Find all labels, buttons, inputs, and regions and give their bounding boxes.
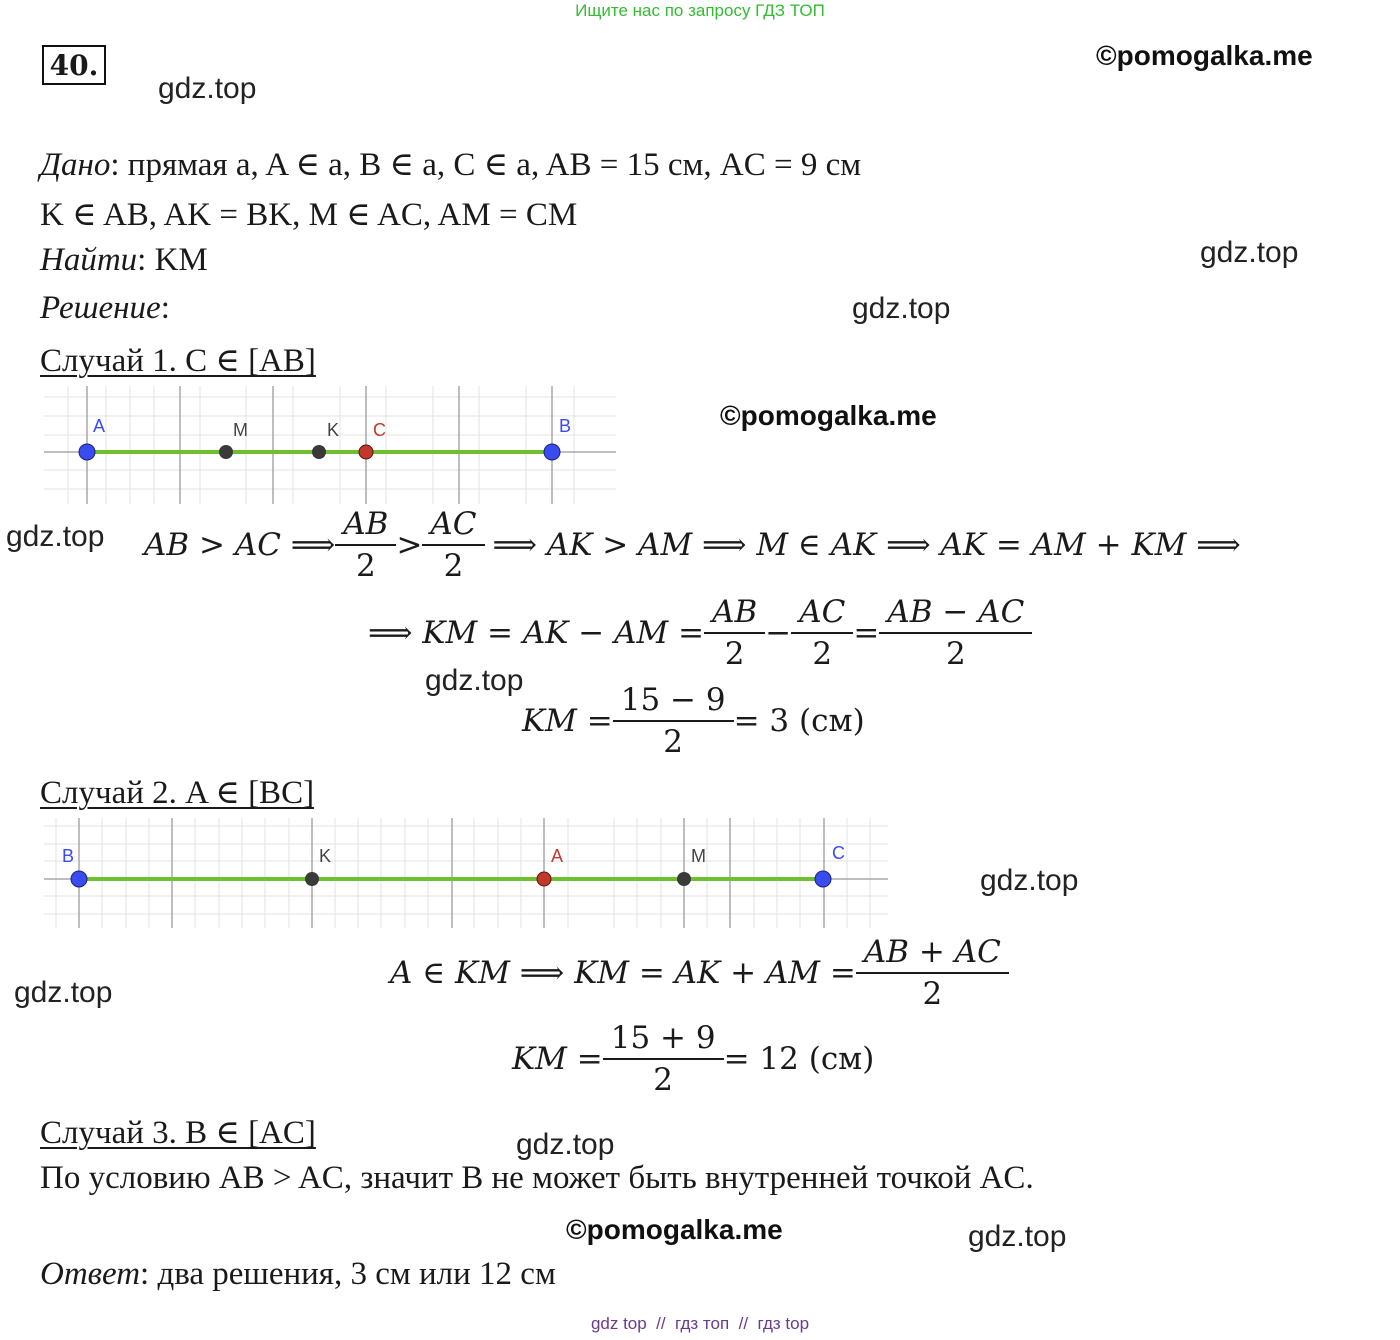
fraction: $\frac{AB + AC}{2}$ xyxy=(860,934,1005,1012)
calc-lhs: KM = xyxy=(522,703,613,739)
watermark-gdz: gdz.top xyxy=(516,1128,615,1161)
label-k: K xyxy=(327,420,340,440)
chain-part-1: AB > AC ⟹ xyxy=(144,527,336,563)
point-k xyxy=(305,872,319,886)
answer-label: Ответ xyxy=(40,1256,141,1292)
calc-rhs: = 3 (см) xyxy=(733,703,865,739)
fraction: $\frac{15 + 9}{2}$ xyxy=(607,1020,720,1098)
fraction: $\frac{AC}{2}$ xyxy=(426,506,480,584)
given-text: : прямая a, A ∈ a, B ∈ a, C ∈ a, AB = 15 см, AC = 9 см xyxy=(110,147,862,183)
point-c xyxy=(815,871,831,887)
point-a xyxy=(537,872,551,886)
fraction: $\frac{AB - AC}{2}$ xyxy=(883,594,1028,672)
solution-colon: : xyxy=(160,290,170,326)
task-number: 40. xyxy=(49,49,99,82)
watermark-gdz: gdz.top xyxy=(158,72,257,105)
label-b: B xyxy=(559,416,572,436)
watermark-gdz: gdz.top xyxy=(852,292,951,325)
chain-gt: > xyxy=(396,527,423,563)
given-line-2: K ∈ AB, AK = BK, M ∈ AC, AM = CM xyxy=(40,197,578,233)
solution-line xyxy=(40,290,170,327)
given-label: Дано xyxy=(40,147,111,183)
point-b xyxy=(544,444,560,460)
fraction: $\frac{AB}{2}$ xyxy=(708,594,761,672)
watermark-gdz: gdz.top xyxy=(425,664,524,697)
watermark-gdz: gdz.top xyxy=(14,976,113,1009)
calc-rhs: = 12 (см) xyxy=(723,1041,875,1077)
line2-minus: − xyxy=(765,615,792,651)
axes xyxy=(44,818,888,928)
calc-lhs: KM = xyxy=(512,1041,603,1077)
case1-line2 xyxy=(368,594,1032,672)
grid xyxy=(44,818,888,928)
label-c: C xyxy=(832,843,845,863)
find-label: Найти xyxy=(40,242,138,278)
point-m xyxy=(219,445,233,459)
case3-title: Случай 3. B ∈ [AC] xyxy=(40,1115,316,1151)
case1-chain xyxy=(144,506,1241,584)
watermark-gdz: gdz.top xyxy=(980,864,1079,897)
case1-diagram xyxy=(44,386,616,504)
case2-title: Случай 2. A ∈ [BC] xyxy=(40,775,315,811)
fraction: $\frac{AB}{2}$ xyxy=(339,506,392,584)
watermark-pomogalka: ©pomogalka.me xyxy=(566,1214,783,1245)
case3-text: По условию AB > AC, значит B не может быть внутренней точкой AC. xyxy=(40,1160,1034,1196)
grid xyxy=(44,386,616,504)
search-hint: Ищите нас по запросу ГДЗ ТОП xyxy=(575,1,825,20)
case2-line1 xyxy=(390,934,1009,1012)
find-line xyxy=(40,242,208,279)
label-b: B xyxy=(62,846,75,866)
case1-calc xyxy=(522,682,865,760)
line2-eq: = xyxy=(853,615,880,651)
watermark-gdz: gdz.top xyxy=(1200,236,1299,269)
point-a xyxy=(79,444,95,460)
line2-part-1: ⟹ KM = AK − AM = xyxy=(368,615,705,651)
label-k: K xyxy=(319,846,332,866)
given-line-1 xyxy=(40,144,861,184)
point-c xyxy=(359,445,373,459)
answer-value: : два решения, 3 см или 12 см xyxy=(140,1256,556,1292)
case1-title: Случай 1. C ∈ [AB] xyxy=(40,343,316,379)
fraction: $\frac{15 - 9}{2}$ xyxy=(617,682,730,760)
point-k xyxy=(312,445,326,459)
watermark-gdz: gdz.top xyxy=(6,520,105,553)
chain-part-2: ⟹ AK > AM ⟹ M ∈ AK ⟹ AK = AM + KM ⟹ xyxy=(492,527,1241,563)
label-a: A xyxy=(551,846,564,866)
case2-calc xyxy=(512,1020,874,1098)
label-a: A xyxy=(93,416,106,436)
task-number-box xyxy=(42,45,106,85)
watermark-pomogalka: ©pomogalka.me xyxy=(720,400,937,431)
find-value: : KM xyxy=(137,242,208,278)
label-m: M xyxy=(691,846,706,866)
fraction: $\frac{AC}{2}$ xyxy=(795,594,849,672)
footer-watermark: gdz top // гдз топ // гдз top xyxy=(590,1314,810,1333)
solution-label: Решение xyxy=(40,290,161,326)
label-m: M xyxy=(233,420,248,440)
answer-line xyxy=(40,1256,556,1293)
label-c: C xyxy=(373,420,386,440)
case2-diagram xyxy=(44,818,888,928)
point-m xyxy=(677,872,691,886)
watermark-gdz: gdz.top xyxy=(968,1220,1067,1253)
case2-part-1: A ∈ KM ⟹ KM = AK + AM = xyxy=(390,955,856,991)
watermark-pomogalka: ©pomogalka.me xyxy=(1096,40,1313,71)
point-b xyxy=(71,871,87,887)
